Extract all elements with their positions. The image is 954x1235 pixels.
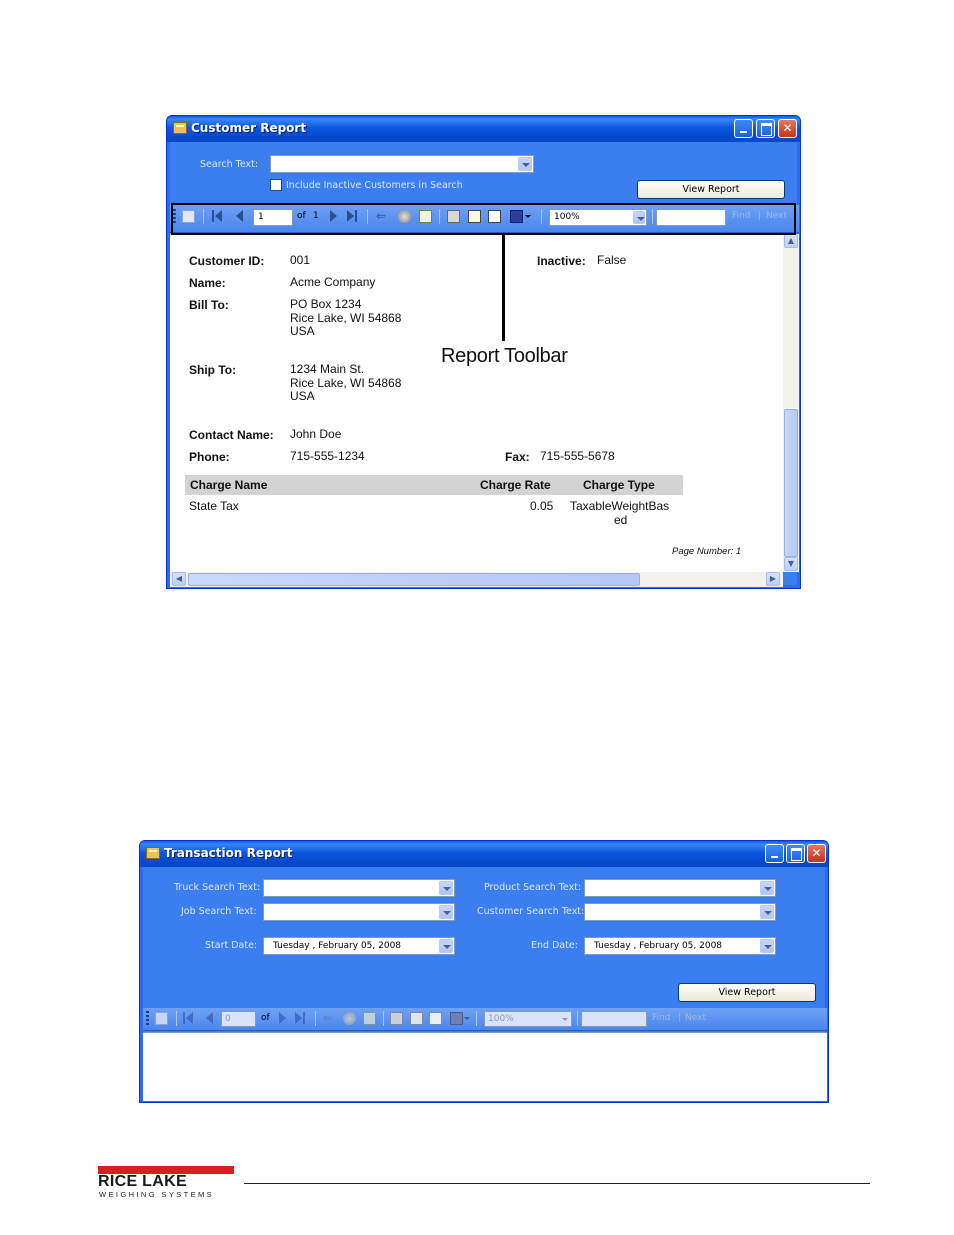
minimize-button[interactable] (734, 119, 753, 138)
table-cell-charge-name: State Tax (189, 499, 239, 513)
include-inactive-label[interactable]: Include Inactive Customers in Search (286, 180, 463, 191)
find-input[interactable] (581, 1011, 647, 1027)
minimize-icon (735, 120, 752, 137)
ship-to-line-1: 1234 Main St. (290, 362, 365, 376)
page-setup-icon[interactable] (429, 1012, 442, 1025)
product-search-combo[interactable] (584, 879, 776, 897)
customer-search-label: Customer Search Text: (477, 906, 585, 917)
chevron-down-icon[interactable] (760, 939, 774, 953)
search-label: Search Text: (200, 159, 259, 170)
bill-to-line-1: PO Box 1234 (290, 297, 362, 311)
rice-lake-logo (98, 1166, 234, 1200)
next-link[interactable]: Next (766, 211, 787, 221)
chevron-down-icon[interactable] (518, 157, 532, 171)
next-page-icon[interactable] (277, 1012, 290, 1025)
refresh-icon[interactable] (363, 1012, 376, 1025)
export-icon[interactable] (450, 1012, 463, 1025)
toolbar-separator (476, 1011, 477, 1026)
report-toolbar-callout: Report Toolbar (441, 345, 568, 367)
find-next-divider: | (678, 1013, 682, 1023)
search-combo[interactable] (270, 155, 534, 173)
back-icon[interactable]: ⇐ (376, 209, 387, 223)
vertical-scrollbar[interactable] (783, 234, 799, 572)
window-title: Customer Report (191, 121, 307, 135)
zoom-select[interactable] (484, 1011, 572, 1027)
horizontal-scrollbar[interactable] (170, 572, 783, 587)
name-label: Name: (189, 276, 226, 290)
bill-to-label: Bill To: (189, 298, 229, 312)
previous-page-icon[interactable] (203, 1012, 216, 1025)
contact-name-value: John Doe (290, 427, 342, 441)
contact-name-label: Contact Name: (189, 428, 274, 442)
zoom-value: 100% (488, 1014, 514, 1024)
start-date-picker[interactable] (263, 937, 455, 955)
table-header-charge-name: Charge Name (190, 478, 268, 492)
logo-main-text: RICE LAKE (98, 1173, 187, 1190)
export-dropdown-icon[interactable] (464, 1012, 470, 1025)
first-page-icon[interactable] (183, 1012, 196, 1025)
scroll-down-icon[interactable]: ▼ (784, 557, 798, 571)
back-icon[interactable]: ⇐ (323, 1011, 334, 1025)
inactive-value: False (597, 253, 627, 267)
logo-sub-text: WEIGHING SYSTEMS (99, 1190, 215, 1199)
window-title: Transaction Report (164, 846, 293, 860)
chevron-down-icon[interactable] (760, 881, 774, 895)
page-count: 1 (313, 211, 319, 221)
maximize-icon (787, 845, 804, 862)
find-link[interactable]: Find (732, 211, 751, 221)
chevron-down-icon[interactable] (439, 905, 453, 919)
print-layout-icon[interactable] (410, 1012, 423, 1025)
table-header-charge-type: Charge Type (583, 478, 655, 492)
ship-to-line-2: Rice Lake, WI 54868 (290, 375, 402, 390)
fax-label: Fax: (505, 450, 530, 464)
minimize-button[interactable] (765, 844, 784, 863)
find-link[interactable]: Find (652, 1013, 671, 1023)
of-label: of (261, 1013, 270, 1023)
maximize-icon (757, 120, 774, 137)
last-page-icon[interactable] (295, 1012, 308, 1025)
close-icon: ✕ (782, 121, 793, 135)
callout-line (502, 235, 505, 341)
bill-to-line-2: Rice Lake, WI 54868 (290, 310, 402, 325)
scroll-up-icon[interactable]: ▲ (784, 234, 798, 248)
fax-value: 715-555-5678 (540, 449, 615, 463)
toolbar-separator (315, 1011, 316, 1026)
end-date-picker[interactable] (584, 937, 776, 955)
close-icon: ✕ (811, 846, 822, 860)
start-date-value: Tuesday , February 05, 2008 (273, 941, 402, 951)
scroll-right-icon[interactable]: ▶ (766, 572, 780, 586)
maximize-button[interactable] (756, 119, 775, 138)
find-next-divider: | (758, 211, 762, 221)
chevron-down-icon[interactable] (760, 905, 774, 919)
report-page (170, 234, 783, 572)
table-cell-charge-type-2: ed (614, 512, 628, 527)
scroll-thumb-vertical[interactable] (784, 409, 798, 557)
maximize-button[interactable] (786, 844, 805, 863)
table-cell-charge-type-1: TaxableWeightBas (570, 499, 670, 513)
job-search-label: Job Search Text: (181, 906, 257, 917)
report-viewer-area (143, 1032, 827, 1101)
ship-to-line-3: USA (290, 389, 315, 403)
phone-label: Phone: (189, 450, 230, 464)
end-date-label: End Date: (531, 940, 578, 951)
scroll-left-icon[interactable]: ◀ (172, 572, 186, 586)
customer-search-combo[interactable] (584, 903, 776, 921)
table-cell-charge-rate: 0.05 (530, 499, 554, 513)
inactive-label: Inactive: (537, 254, 586, 268)
app-icon (146, 847, 160, 859)
page-number-input[interactable] (221, 1011, 256, 1027)
toolbar-separator (383, 1011, 384, 1026)
bill-to-line-3: USA (290, 324, 315, 338)
app-icon (173, 122, 187, 134)
zoom-value: 100% (554, 212, 580, 222)
print-icon[interactable] (390, 1012, 403, 1025)
phone-value: 715-555-1234 (290, 449, 365, 463)
window-client (143, 867, 825, 1099)
transaction-report-window (139, 840, 829, 1103)
close-button[interactable] (807, 844, 826, 863)
job-search-combo[interactable] (263, 903, 455, 921)
name-value: Acme Company (290, 275, 376, 289)
footer-rule (244, 1183, 870, 1184)
page-number-footer: Page Number: 1 (672, 546, 742, 557)
scroll-thumb-horizontal[interactable] (188, 573, 640, 586)
truck-search-label: Truck Search Text: (174, 882, 261, 893)
table-header-charge-rate: Charge Rate (480, 478, 551, 492)
stop-icon[interactable] (343, 1012, 356, 1025)
report-toolbar (143, 1008, 827, 1031)
next-link[interactable]: Next (685, 1013, 706, 1023)
customer-id-value: 001 (290, 253, 311, 267)
chevron-down-icon[interactable] (439, 881, 453, 895)
title-bar[interactable] (140, 841, 828, 867)
include-inactive-checkbox[interactable] (270, 179, 282, 191)
toolbar-separator (176, 1011, 177, 1026)
view-report-button[interactable]: View Report (678, 983, 816, 1002)
page-number-value: 1 (258, 212, 264, 222)
ship-to-label: Ship To: (189, 363, 237, 377)
chevron-down-icon[interactable] (439, 939, 453, 953)
page-number-value: 0 (225, 1014, 231, 1024)
toolbar-grip[interactable] (146, 1011, 149, 1027)
start-date-label: Start Date: (205, 940, 258, 951)
toolbar-highlight-box (171, 203, 796, 235)
view-report-button[interactable]: View Report (637, 180, 785, 199)
end-date-value: Tuesday , February 05, 2008 (594, 941, 723, 951)
product-search-label: Product Search Text: (484, 882, 582, 893)
of-label: of (297, 211, 306, 221)
close-button[interactable] (778, 119, 797, 138)
document-map-icon[interactable] (155, 1012, 168, 1025)
minimize-icon (766, 845, 783, 862)
toolbar-separator (577, 1011, 578, 1026)
title-bar[interactable] (167, 116, 800, 142)
chevron-down-icon[interactable] (562, 1018, 568, 1021)
customer-id-label: Customer ID: (189, 254, 265, 268)
truck-search-combo[interactable] (263, 879, 455, 897)
